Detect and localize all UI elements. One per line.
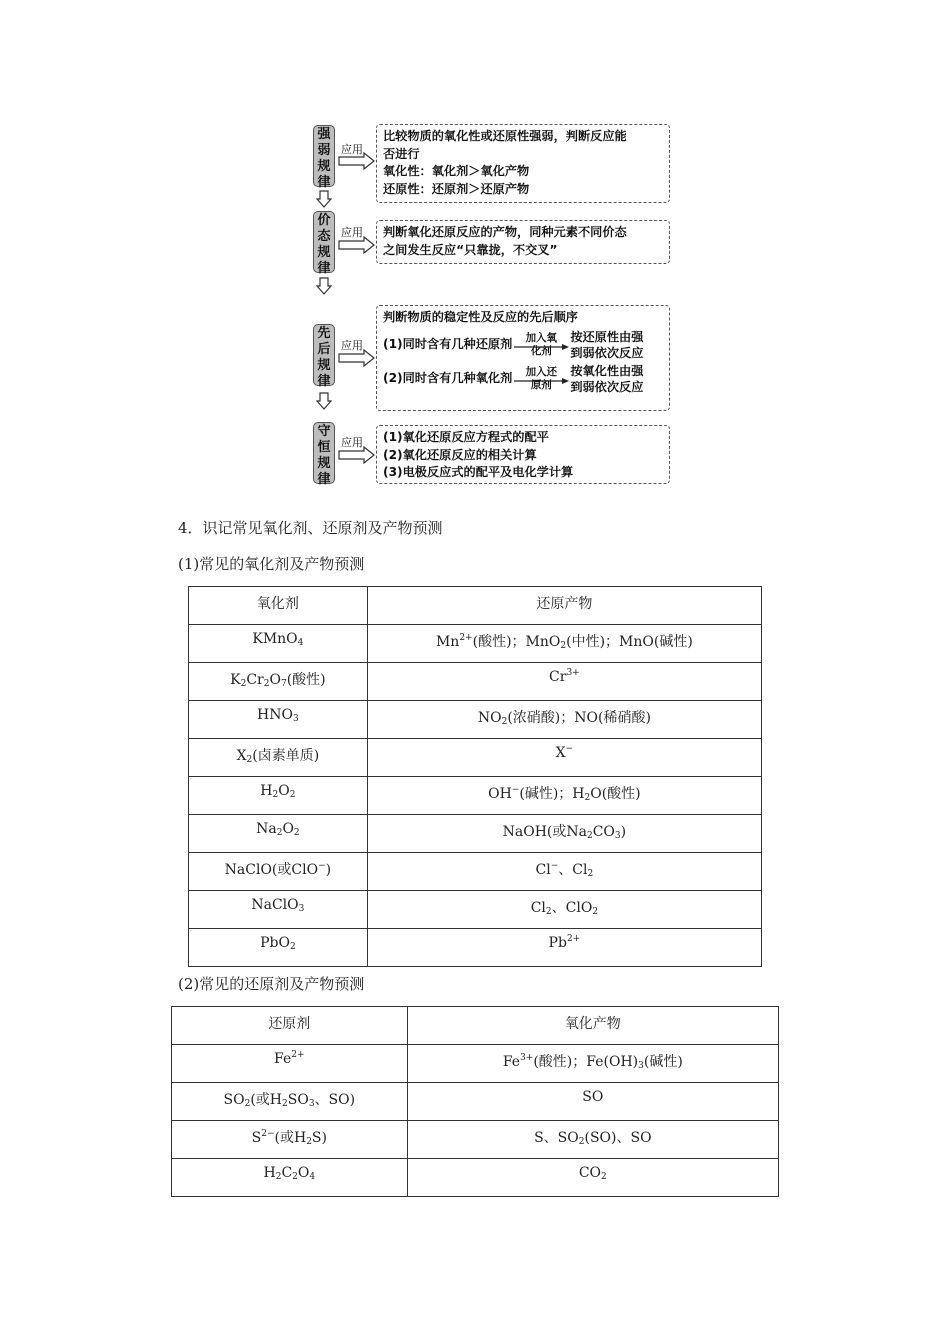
- table-cell: $Na_2O_2$: [189, 815, 368, 853]
- table-row: [189, 853, 762, 891]
- down-arrow-icon: [316, 190, 332, 208]
- header-cell: 氧化剂: [189, 587, 368, 625]
- law-valence-box: [376, 220, 670, 264]
- box-line: 判断氧化还原反应的产物，同种元素不同价态: [383, 225, 627, 239]
- sub-left: (1)同时含有几种还原剂: [383, 336, 513, 351]
- table-cell: $Fe^{3+}$(酸性)；$Fe(OH)_3$(碱性): [407, 1045, 778, 1083]
- law-strength: 强 弱 规 律: [313, 125, 335, 187]
- table-row: [189, 815, 762, 853]
- box-line: (3)电极反应式的配平及电化学计算: [383, 465, 574, 479]
- sub-right-line: 按氧化性由强: [570, 363, 644, 378]
- table-cell: $Cl_2$、ClO$_2$: [367, 891, 761, 929]
- table-cell: PbO$_2$: [189, 929, 368, 967]
- oxidant-table: [188, 586, 762, 967]
- table-cell: $K_2Cr_2O_7$(酸性): [189, 663, 368, 701]
- law-order: 先 后 规 律: [313, 324, 335, 386]
- header-cell: 还原剂: [172, 1007, 408, 1045]
- apply-label: 应用: [341, 143, 363, 156]
- table-cell: Cl−、$Cl_2$: [367, 853, 761, 891]
- law-strength-box: [376, 124, 670, 203]
- table-cell: $CO_2$: [407, 1159, 778, 1197]
- table-cell: $H_2O_2$: [189, 777, 368, 815]
- box-line: 氧化性：氧化剂＞氧化产物: [383, 164, 530, 178]
- down-arrow-icon: [316, 392, 332, 410]
- table-cell: SO: [407, 1083, 778, 1121]
- sub-right-line: 按还原性由强: [570, 329, 644, 344]
- box-line: 比较物质的氧化性或还原性强弱，判断反应能: [383, 129, 627, 143]
- table-cell: NaClO(或ClO−): [189, 853, 368, 891]
- order-sub-row: [383, 363, 663, 395]
- table-cell: $HNO_3$: [189, 701, 368, 739]
- arrow-top-text: 加入还: [525, 365, 558, 378]
- table-row: [172, 1159, 779, 1197]
- table-header-row: [189, 587, 762, 625]
- box-title: 判断物质的稳定性及反应的先后顺序: [383, 310, 578, 324]
- header-cell: 还原产物: [367, 587, 761, 625]
- table-row: [172, 1121, 779, 1159]
- table-row: [189, 777, 762, 815]
- arrow-bottom-text: 原剂: [530, 378, 552, 391]
- table-cell: $Mn^{2+}$(酸性)；MnO$_2$(中性)；MnO(碱性): [367, 625, 761, 663]
- right-arrow-icon: [512, 344, 570, 350]
- box-line: 之间发生反应“只靠拢，不交叉”: [383, 242, 558, 257]
- law-conservation-box: [376, 425, 670, 484]
- table-row: [172, 1045, 779, 1083]
- apply-label: 应用: [341, 436, 363, 449]
- table-cell: $S^{2-}$(或$H_2S$): [172, 1121, 408, 1159]
- table-row: [189, 891, 762, 929]
- box-line: 还原性：还原剂＞还原产物: [383, 181, 530, 196]
- header-cell: 氧化产物: [407, 1007, 778, 1045]
- table-row: [189, 739, 762, 777]
- table-row: [189, 701, 762, 739]
- box-line: (1)氧化还原反应方程式的配平: [383, 430, 549, 444]
- table-cell: NaClO$_3$: [189, 891, 368, 929]
- section-title: 4．识记常见氧化剂、还原剂及产物预测: [178, 519, 443, 537]
- down-arrow-icon: [316, 277, 332, 295]
- apply-label: 应用: [341, 226, 363, 239]
- arrow-bottom-text: 化剂: [530, 344, 552, 357]
- sub-right: [570, 363, 643, 395]
- table-cell: KMnO$_4$: [189, 625, 368, 663]
- table-cell: $Pb^{2+}$: [367, 929, 761, 967]
- right-arrow-icon: [512, 378, 570, 384]
- table-cell: $Cr^{3+}$: [367, 663, 761, 701]
- reaction-arrow: [512, 366, 570, 392]
- table-row: [189, 625, 762, 663]
- sub-left: (2)同时含有几种氧化剂: [383, 370, 513, 385]
- sub-right: [570, 329, 643, 361]
- reaction-arrow: [512, 332, 570, 358]
- law-conservation: 守 恒 规 律: [313, 422, 335, 484]
- subsection-reductants: (2)常见的还原剂及产物预测: [178, 975, 365, 993]
- table-cell: S、$SO_2(SO)$、SO: [407, 1121, 778, 1159]
- table-cell: $X_2$(卤素单质): [189, 739, 368, 777]
- subsection-oxidants: (1)常见的氧化剂及产物预测: [178, 555, 365, 573]
- table-cell: X−: [367, 739, 761, 777]
- table-header-row: [172, 1007, 779, 1045]
- table-cell: NaOH(或$Na_2CO_3$): [367, 815, 761, 853]
- box-line: (2)氧化还原反应的相关计算: [383, 447, 537, 462]
- table-row: [189, 929, 762, 967]
- table-cell: $Fe^{2+}$: [172, 1045, 408, 1083]
- table-cell: $H_2C_2O_4$: [172, 1159, 408, 1197]
- table-cell: OH−(碱性)；$H_2O$(酸性): [367, 777, 761, 815]
- table-row: [189, 663, 762, 701]
- sub-right-line: 到弱依次反应: [570, 379, 644, 394]
- table-cell: $NO_2$(浓硝酸)；NO(稀硝酸): [367, 701, 761, 739]
- arrow-top-text: 加入氧: [525, 331, 558, 344]
- table-row: [172, 1083, 779, 1121]
- reductant-table: [171, 1006, 779, 1197]
- box-line: 否进行: [383, 146, 420, 161]
- law-order-box: [376, 305, 670, 411]
- sub-right-line: 到弱依次反应: [570, 345, 644, 360]
- table-cell: $SO_2$(或$H_2SO_3$、SO): [172, 1083, 408, 1121]
- apply-label: 应用: [341, 339, 363, 352]
- law-valence: 价 态 规 律: [313, 211, 335, 273]
- order-sub-row: [383, 329, 663, 361]
